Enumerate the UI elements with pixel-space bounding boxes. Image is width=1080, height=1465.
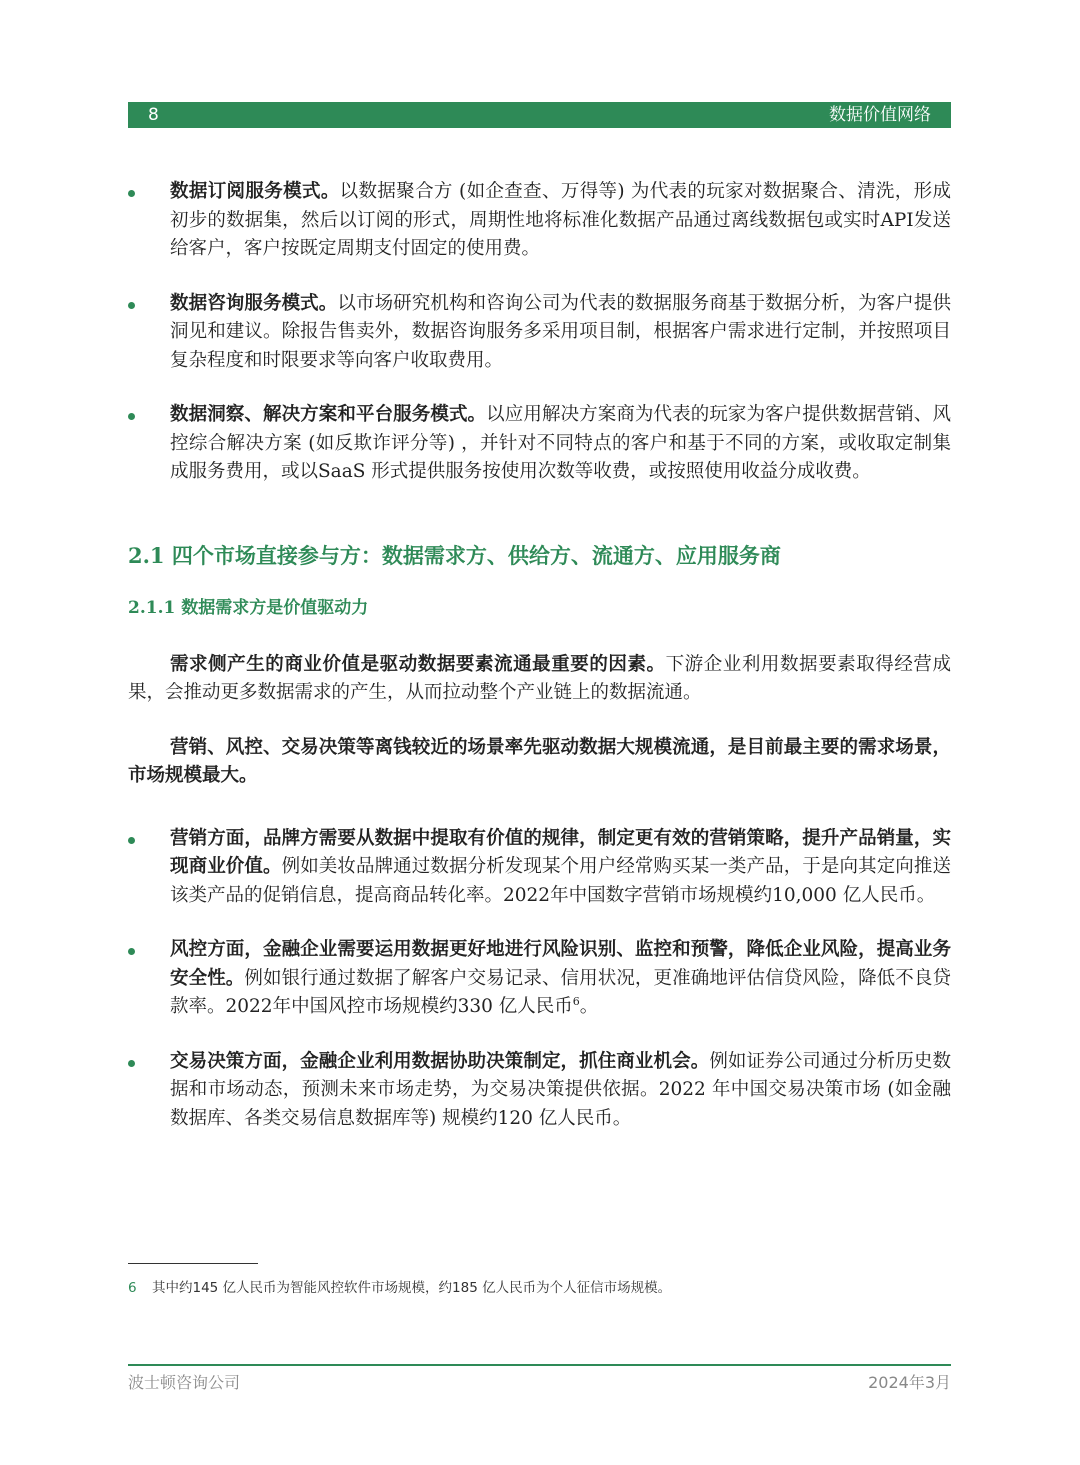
bullet-text: 以应用解决方案商为代表的玩家为客户提供数据营销、风控综合解决方案 (如反欺诈评分等) ，并针对不同特点的客户和基于不同的方案，或收取定制集成服务费用，或以SaaS 形式提供服务按使用次数等收费，或按照使用收益分成收费。 (170, 404, 951, 482)
footnote-text: 其中约145 亿人民币为智能风控软件市场规模，约185 亿人民币为个人征信市场规模。 (152, 1280, 672, 1296)
bullet-dot-icon (128, 948, 135, 955)
bullet-text: 例如美妆品牌通过数据分析发现某个用户经常购买某一类产品，于是向其定向推送该类产品的促销信息，提高商品转化率。2022年中国数字营销市场规模约10,000 亿人民币。 (170, 856, 951, 906)
page-content (128, 178, 951, 1133)
paragraph-demand-scenarios (128, 734, 951, 791)
footnote (128, 1278, 951, 1298)
bullet-dot-icon (128, 1060, 135, 1067)
subsection-heading: 2.1.1 数据需求方是价值驱动力 (128, 597, 369, 618)
bullet-lead: 数据咨询服务模式。 (170, 292, 338, 314)
bullet-consulting-model (128, 290, 951, 376)
bullet-risk-control: 风控方面，金融企业需要运用数据更好地进行风险识别、监控和预警，降低企业风险，提高业务安全性。例如银行通过数据了解客户交易记录、信用状况，更准确地评估信贷风险，降低不良贷款率。2022年中国风控市场规模约330 亿人民币$^6$。 (128, 936, 951, 1022)
bullet-dot-icon (128, 413, 135, 420)
bullet-marketing (128, 825, 951, 911)
section-heading: 2.1 四个市场直接参与方：数据需求方、供给方、流通方、应用服务商 (128, 542, 781, 568)
bullet-insight-platform-model (128, 401, 951, 487)
bullet-lead: 数据洞察、解决方案和平台服务模式。 (170, 404, 487, 425)
bullet-dot-icon (128, 190, 135, 197)
document-title: 数据价值网络 (829, 105, 931, 125)
footnote-divider (128, 1263, 258, 1264)
bullet-lead: 风控方面，金融企业需要运用数据更好地进行风险识别、监控和预警，降低企业风险，提高业务安全性。 (170, 939, 951, 989)
bullet-trading-decision (128, 1048, 951, 1134)
bullet-text: 以数据聚合方 (如企查查、万得等) 为代表的玩家对数据聚合、清洗，形成初步的数据集，然后以订阅的形式，周期性地将标准化数据产品通过离线数据包或实时API发送给客户，客户按既定周期支付固定的使用费。 (170, 181, 951, 259)
bullet-lead: 营销方面，品牌方需要从数据中提取有价值的规律，制定更有效的营销策略，提升产品销量，实现商业价值。 (170, 827, 951, 877)
paragraph-lead: 营销、风控、交易决策等离钱较近的场景率先驱动数据大规模流通，是目前最主要的需求场景，市场规模最大。 (128, 736, 951, 786)
footnote-number: 6 (128, 1280, 137, 1296)
footer-divider (128, 1364, 951, 1366)
page-number: 8 (148, 105, 159, 125)
bullet-text: 以市场研究机构和咨询公司为代表的数据服务商基于数据分析，为客户提供洞见和建议。除报告售卖外，数据咨询服务多采用项目制，根据客户需求进行定制，并按照项目复杂程度和时限要求等向客户收取费用。 (170, 292, 951, 371)
bullet-subscription-model (128, 178, 951, 264)
footer-company: 波士顿咨询公司 (128, 1373, 241, 1392)
bullet-lead: 交易决策方面，金融企业利用数据协助决策制定，抓住商业机会。 (170, 1050, 710, 1072)
footnote-reference[interactable]: 6 (572, 994, 580, 1008)
paragraph-text: 下游企业利用数据要素取得经营成果，会推动更多数据需求的产生，从而拉动整个产业链上的数据流通。 (128, 653, 951, 703)
page-header-bar (128, 102, 951, 128)
bullet-lead: 数据订阅服务模式。 (170, 181, 340, 202)
bullet-text: 例如银行通过数据了解客户交易记录、信用状况，更准确地评估信贷风险，降低不良贷款率。2022年中国风控市场规模约330 亿人民币 (170, 967, 951, 1017)
footer-date: 2024年3月 (868, 1373, 951, 1392)
bullet-text: 例如证券公司通过分析历史数据和市场动态，预测未来市场走势，为交易决策提供依据。2022 年中国交易决策市场 (如金融数据库、各类交易信息数据库等) 规模约120 亿人民币。 (170, 1050, 951, 1129)
paragraph-lead: 需求侧产生的商业价值是驱动数据要素流通最重要的因素。 (170, 653, 666, 675)
bullet-dot-icon (128, 302, 135, 309)
bullet-dot-icon (128, 837, 135, 844)
paragraph-demand-value (128, 651, 951, 708)
